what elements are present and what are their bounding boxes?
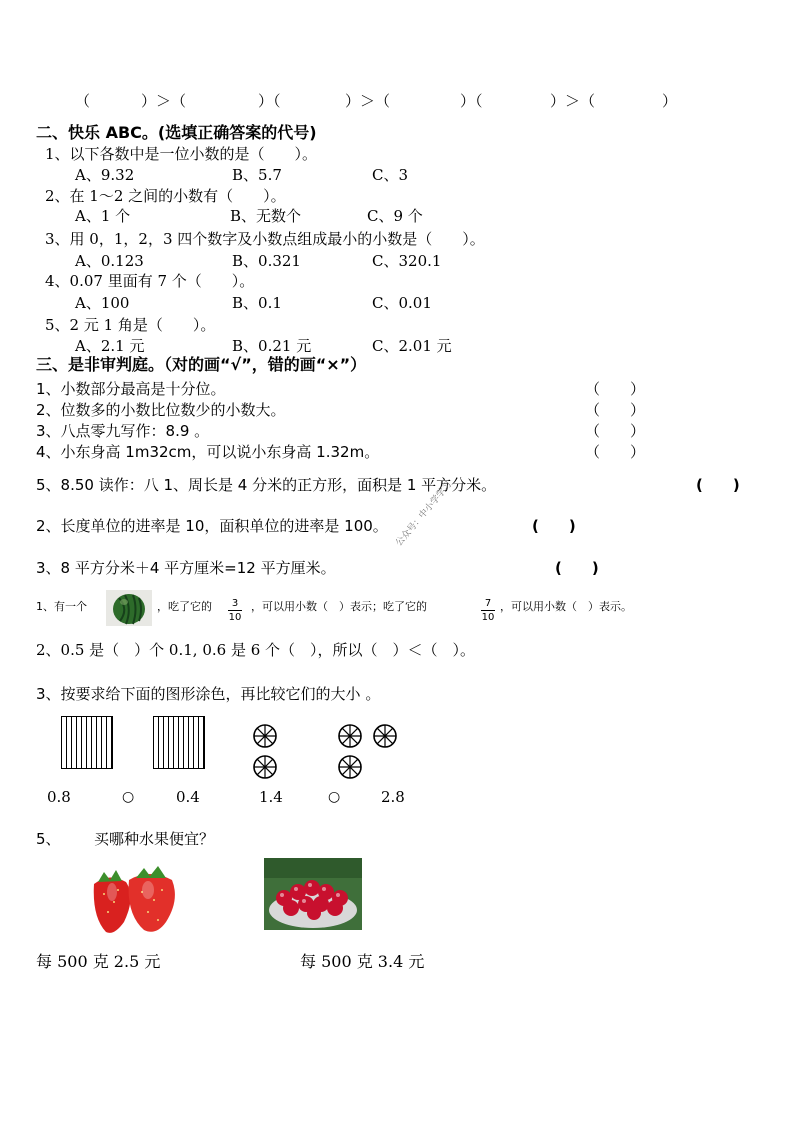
s2-q4-b: B、0.1: [232, 294, 282, 312]
top-paren-1: （: [75, 92, 91, 110]
fill-q5-number: 5、: [36, 830, 61, 848]
top-paren-4: ）＞（: [345, 92, 391, 110]
s2-q5-stem: 5、2 元 1 角是（ ）。: [45, 316, 216, 334]
s2-q4-c: C、0.01: [372, 294, 432, 312]
fill-q1-mid: ，吃了它的: [157, 600, 212, 613]
s2-q5-a: A、2.1 元: [75, 337, 145, 355]
cmp-value-b: 0.4: [176, 788, 200, 806]
s2-q4-a: A、100: [75, 294, 130, 312]
watermark: 公众号：中小学学习: [394, 479, 455, 549]
extra-paren-3: ( ): [555, 559, 599, 577]
s2-q3-stem: 3、用 0，1，2，3 四个数字及小数点组成最小的小数是（ ）。: [45, 230, 485, 248]
s3-item-2: 2、位数多的小数比位数少的小数大。: [36, 401, 286, 419]
cherries-image: [264, 858, 362, 930]
fill-q1-pre: 1、有一个: [36, 600, 87, 613]
fraction-1-denominator: 10: [228, 612, 242, 623]
fill-q2: 2、0.5 是（ ）个 0.1, 0.6 是 6 个（ ），所以（ ）＜（ ）。: [36, 641, 476, 659]
s2-q2-c: C、9 个: [367, 207, 423, 225]
s2-q2-stem: 2、在 1～2 之间的小数有（ ）。: [45, 187, 286, 205]
cmp-value-a: 0.8: [47, 788, 71, 806]
fill-q1-mid2: ，可以用小数（ ）表示；吃了它的: [251, 600, 427, 613]
extra-line-1: 5、8.50 读作：八 1、周长是 4 分米的正方形，面积是 1 平方分米。: [36, 476, 497, 494]
fraction-3-10: [228, 598, 242, 623]
fraction-1-numerator: 3: [228, 598, 242, 611]
cmp-value-c: 1.4: [259, 788, 283, 806]
fraction-7-10: [481, 598, 495, 623]
compare-circle-1[interactable]: ○: [122, 789, 135, 805]
s2-q1-c: C、3: [372, 166, 409, 184]
wheel-group: [250, 722, 400, 782]
s2-q4-stem: 4、0.07 里面有 7 个（ ）。: [45, 272, 255, 290]
fill-q1-end: ，可以用小数（ ）表示。: [500, 600, 632, 613]
top-paren-3: ）（: [258, 92, 281, 110]
s2-q3-c: C、320.1: [372, 252, 442, 270]
cmp-value-d: 2.8: [381, 788, 405, 806]
s2-q1-b: B、5.7: [232, 166, 282, 184]
extra-paren-2: ( ): [532, 517, 576, 535]
s2-q2-b: B、无数个: [230, 207, 302, 225]
s2-q1-stem: 1、以下各数中是一位小数的是（ ）。: [45, 145, 318, 163]
fill-q5-text: 买哪种水果便宜？: [94, 830, 215, 848]
s3-item-4: 4、小东身高 1m32cm，可以说小东身高 1.32m。: [36, 443, 380, 461]
section2-title: 二、快乐 ABC。(选填正确答案的代号): [36, 123, 317, 142]
s2-q5-b: B、0.21 元: [232, 337, 312, 355]
s3-paren-3: （ ）: [585, 422, 646, 440]
s2-q1-a: A、9.32: [75, 166, 135, 184]
fraction-2-numerator: 7: [481, 598, 495, 611]
top-paren-5: ）（: [460, 92, 483, 110]
section3-title: 三、是非审判庭。（对的画“√”，错的画“×”）: [36, 355, 367, 374]
s2-q3-b: B、0.321: [232, 252, 301, 270]
s3-paren-4: （ ）: [585, 443, 646, 461]
compare-circle-2[interactable]: ○: [328, 789, 341, 805]
fill-q3: 3、按要求给下面的图形涂色，再比较它们的大小 。: [36, 685, 381, 703]
top-paren-7: ）: [662, 92, 678, 110]
extra-paren-1: ( ): [696, 476, 740, 494]
price-strawberry: 每 500 克 2.5 元: [36, 952, 161, 971]
top-paren-6: ）＞（: [550, 92, 596, 110]
s2-q5-c: C、2.01 元: [372, 337, 452, 355]
s3-paren-1: （ ）: [585, 380, 646, 398]
extra-line-2: 2、长度单位的进率是 10，面积单位的进率是 100。: [36, 517, 388, 535]
striped-square-2: [153, 716, 205, 769]
strawberry-image: [84, 862, 184, 937]
fraction-2-denominator: 10: [481, 612, 495, 623]
top-paren-2: ）＞（: [141, 92, 187, 110]
s3-item-3: 3、八点零九写作：8.9 。: [36, 422, 210, 440]
price-cherry: 每 500 克 3.4 元: [300, 952, 425, 971]
s2-q2-a: A、1 个: [75, 207, 131, 225]
s3-paren-2: （ ）: [585, 401, 646, 419]
extra-line-3: 3、8 平方分米＋4 平方厘米=12 平方厘米。: [36, 559, 336, 577]
watermelon-image: [106, 590, 152, 626]
striped-square-1: [61, 716, 113, 769]
s3-item-1: 1、小数部分最高是十分位。: [36, 380, 226, 398]
s2-q3-a: A、0.123: [75, 252, 144, 270]
